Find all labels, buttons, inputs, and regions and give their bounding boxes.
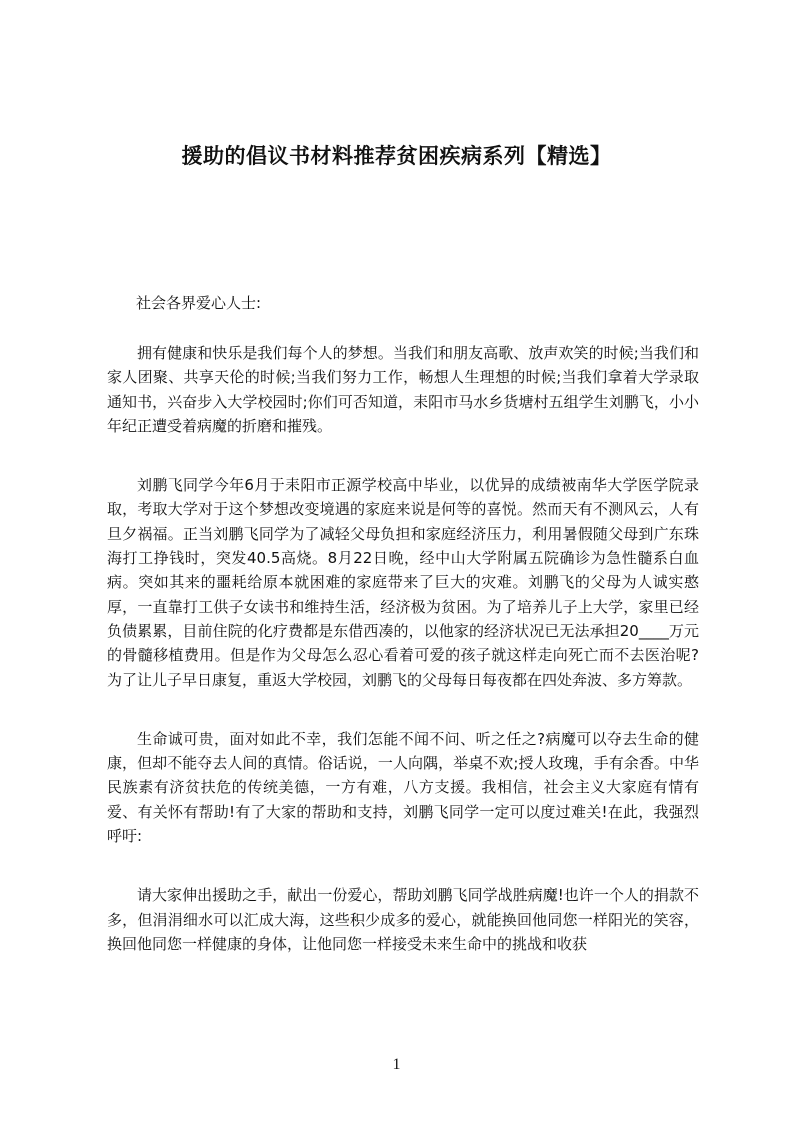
document-title: 援助的倡议书材料推荐贫困疾病系列【精选】 — [181, 144, 612, 168]
paragraph-3: 生命诚可贵，面对如此不幸，我们怎能不闻不问、听之任之?病魔可以夺去生命的健康，但却不能夺去人间的真情。俗话说，一人向隅，举桌不欢;授人玫瑰，手有余香。中华民族素有济贫扶危的传统美德，一方有难，八方支援。我相信，社会主义大家庭有情有爱、有关怀有帮助!有了大家的帮助和支持，刘鹏飞同学一定可以度过难关!在此，我强烈呼吁: — [107, 729, 699, 846]
body-text — [107, 341, 699, 991]
page-number: 1 — [392, 1056, 401, 1073]
paragraph-1: 拥有健康和快乐是我们每个人的梦想。当我们和朋友高歌、放声欢笑的时候;当我们和家人团聚、共享天伦的时候;当我们努力工作，畅想人生理想的时候;当我们拿着大学录取通知书，兴奋步入大学校园时;你们可否知道，耒阳市马水乡货塘村五组学生刘鹏飞，小小年纪正遭受着病魔的折磨和摧残。 — [107, 344, 699, 435]
paragraph-2: 刘鹏飞同学今年6月于耒阳市正源学校高中毕业，以优异的成绩被南华大学医学院录取，考取大学对于这个梦想改变境遇的家庭来说是何等的喜悦。然而天有不测风云，人有旦夕祸福。正当刘鹏飞同学为了减轻父母负担和家庭经济压力，利用暑假随父母到广东珠海打工挣钱时，突发40.5高烧。8月22日晚，经中山大学附属五院确诊为急性髓系白血病。突如其来的噩耗给原本就困难的家庭带来了巨大的灾难。刘鹏飞的父母为人诚实憨厚，一直靠打工供子女读书和维持生活，经济极为贫困。为了培养儿子上大学，家里已经负债累累，目前住院的化疗费都是东借西凑的，以他家的经济状况已无法承担20____万元的骨髓移植费用。但是作为父母怎么忍心看着可爱的孩子就这样走向死亡而不去医治呢?为了让儿子早日康复，重返大学校园，刘鹏飞的父母每日每夜都在四处奔波、多方筹款。 — [107, 476, 699, 689]
salutation: 社会各界爱心人士: — [136, 294, 262, 312]
paragraph-4: 请大家伸出援助之手，献出一份爱心，帮助刘鹏飞同学战胜病魔!也许一个人的捐款不多，但涓涓细水可以汇成大海，这些积少成多的爱心，就能换回他同您一样阳光的笑容，换回他同您一样健康的身体，让他同您一样接受未来生命中的挑战和收获 — [107, 886, 699, 953]
